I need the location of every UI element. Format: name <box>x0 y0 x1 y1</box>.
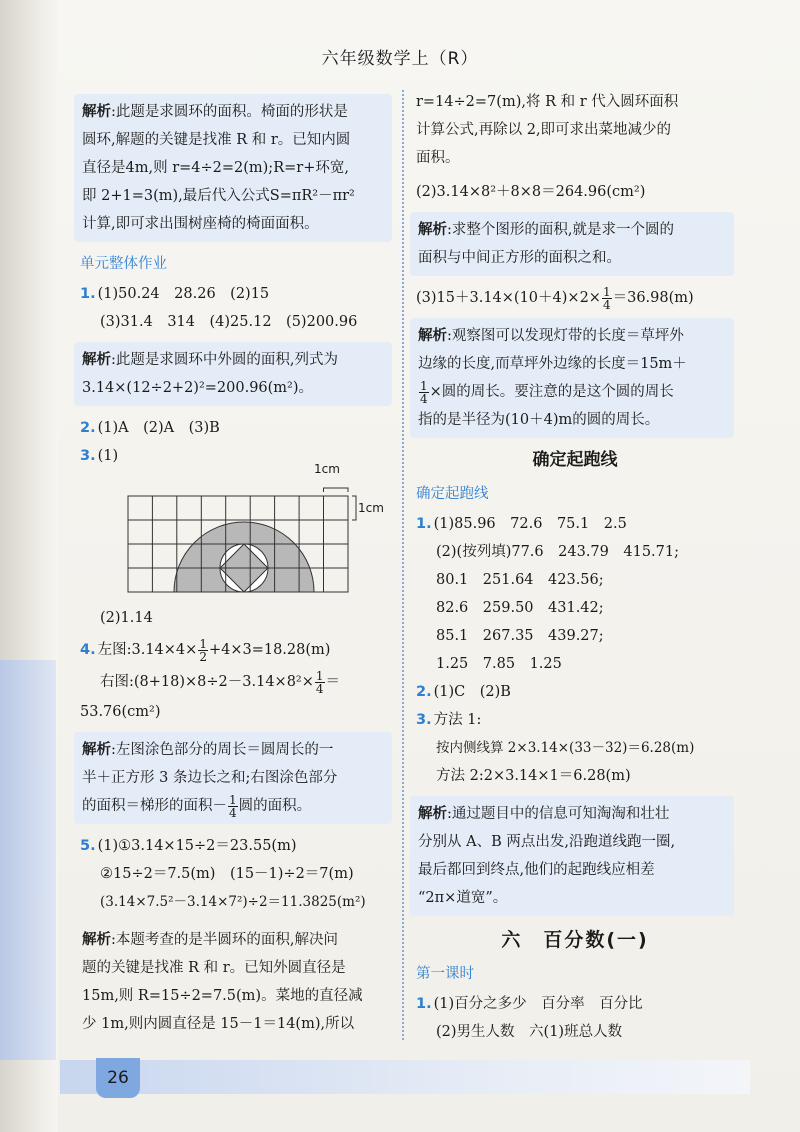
analysis-text: 直径是4m,则 r=4÷2=2(m);R=r+环宽, <box>82 160 349 176</box>
question-number: 1. <box>416 996 432 1012</box>
analysis-box-1 <box>74 94 392 242</box>
analysis-text: 即 2+1=3(m),最后代入公式S=πR²－πr² <box>82 188 355 204</box>
numerator: 1 <box>602 284 611 299</box>
answer-line: 方法 2:2×3.14×1＝6.28(m) <box>436 768 631 784</box>
analysis-text: 边缘的长度,而草坪外边缘的长度＝15m＋ <box>418 356 687 372</box>
analysis-text: :通过题目中的信息可知淘淘和壮壮 <box>447 806 670 822</box>
denominator: 4 <box>602 297 611 312</box>
question-number: 2. <box>80 420 96 436</box>
answer-line: 82.6 259.50 431.42; <box>436 600 604 616</box>
analysis-box-7 <box>410 796 734 916</box>
answer-line <box>416 284 734 312</box>
chapter-heading: 六 百分数(一) <box>501 929 649 951</box>
analysis-text: 计算,即可求出围树座椅的椅面面积。 <box>82 216 319 232</box>
answer-line: (3.14×7.5²－3.14×7²)÷2＝11.3825(m²) <box>100 894 366 910</box>
top-bracket <box>324 488 349 492</box>
fraction <box>419 380 429 405</box>
answer-line: 85.1 267.35 439.27; <box>436 628 604 644</box>
answer-line: (1)百分之多少 百分率 百分比 <box>433 996 643 1012</box>
grid-unit-label-side: 1cm <box>358 501 384 515</box>
analysis-text: 15m,则 R=15÷2=7.5(m)。菜地的直径减 <box>82 988 363 1004</box>
question-number: 2. <box>416 684 432 700</box>
page-header: 六年级数学上（R） <box>321 49 479 69</box>
answer-text: ＝36.98(m) <box>612 290 694 306</box>
numerator: 1 <box>229 792 237 807</box>
answer-line: ②15÷2＝7.5(m) (15－1)÷2＝7(m) <box>100 866 354 882</box>
chapter-heading: 确定起跑线 <box>532 450 618 470</box>
page-number: 26 <box>96 1058 140 1098</box>
analysis-label: 解析 <box>82 352 111 368</box>
denominator: 2 <box>199 649 207 664</box>
continued-text <box>416 88 734 172</box>
question-number: 3. <box>416 712 432 728</box>
answer-line: (1)C (2)B <box>433 684 511 700</box>
left-column <box>80 88 392 1050</box>
numerator: 1 <box>420 378 428 393</box>
analysis-label: 解析 <box>418 806 447 822</box>
side-tab-strip <box>0 660 56 1060</box>
question-number: 3. <box>80 448 96 464</box>
footer-bar <box>60 1060 750 1094</box>
question-2 <box>80 414 392 442</box>
analysis-label: 解析 <box>82 932 111 948</box>
analysis-text: “2π×道宽”。 <box>418 890 508 906</box>
analysis-label: 解析 <box>418 222 447 238</box>
answer-text: (3)15＋3.14×(10＋4)×2× <box>416 290 601 306</box>
analysis-label: 解析 <box>82 104 111 120</box>
answer-line: (2)男生人数 六(1)班总人数 <box>436 1024 623 1040</box>
numerator: 1 <box>199 636 207 651</box>
answer-line: (2)1.14 <box>100 610 153 626</box>
answer-text: 左图:3.14×4× <box>97 642 198 658</box>
grid-unit-label-top: 1cm <box>314 462 340 476</box>
question-number: 1. <box>80 286 96 302</box>
answer-line: (1)50.24 28.26 (2)15 <box>97 286 270 302</box>
fraction <box>315 670 325 695</box>
analysis-text: 的面积＝梯形的面积－ <box>82 798 227 814</box>
answer-line: 80.1 251.64 423.56; <box>436 572 604 588</box>
answer-line: (1)①3.14×15÷2＝23.55(m) <box>97 838 297 854</box>
analysis-text: 圆的面积。 <box>238 798 312 814</box>
answer-line: (2)(按列填)77.6 243.79 415.71; <box>436 544 679 560</box>
answer-line: (1)A (2)A (3)B <box>97 420 220 436</box>
analysis-box-3 <box>74 732 392 824</box>
analysis-text: :此题是求圆环中外圆的面积,列式为 <box>111 352 338 368</box>
question-1 <box>80 280 392 336</box>
analysis-text: r=14÷2=7(m),将 R 和 r 代入圆环面积 <box>416 94 679 110</box>
fraction <box>198 638 208 663</box>
section-title: 第一课时 <box>416 966 474 982</box>
answer-line: (3)31.4 314 (4)25.12 (5)200.96 <box>100 314 358 330</box>
analysis-text: 面积与中间正方形的面积之和。 <box>418 250 621 266</box>
analysis-text: 题的关键是找准 R 和 r。已知外圆直径是 <box>82 960 346 976</box>
question-3 <box>80 442 392 632</box>
answer-text: +4×3=18.28(m) <box>208 642 331 658</box>
analysis-text: 圆环,解题的关键是找准 R 和 r。已知内圆 <box>82 132 351 148</box>
analysis-text: 分别从 A、B 两点出发,沿跑道线跑一圈, <box>418 834 676 850</box>
analysis-text: :此题是求圆环的面积。椅面的形状是 <box>111 104 348 120</box>
answer-line: (2)3.14×8²＋8×8＝264.96(cm²) <box>416 184 646 200</box>
question-5 <box>80 832 392 916</box>
answer-line: 方法 1: <box>433 712 482 728</box>
question-3-right <box>416 706 734 790</box>
analysis-text: 面积。 <box>416 150 460 166</box>
fraction <box>602 286 612 311</box>
answer-line: (1) <box>97 448 119 464</box>
analysis-text: 指的是半径为(10＋4)m的圆的周长。 <box>418 412 660 428</box>
right-column <box>416 88 734 1046</box>
answer-line: 按内侧线算 2×3.14×(33－32)＝6.28(m) <box>436 740 695 756</box>
question-number: 1. <box>416 516 432 532</box>
denominator: 4 <box>229 805 237 820</box>
analysis-text: 3.14×(12÷2+2)²=200.96(m²)。 <box>82 380 314 396</box>
numerator: 1 <box>315 668 324 683</box>
analysis-text: :左图涂色部分的周长＝圆周长的一 <box>111 742 334 758</box>
analysis-text: ×圆的周长。要注意的是这个圆的周长 <box>429 384 674 400</box>
question-number: 5. <box>80 838 96 854</box>
question-2-right <box>416 678 734 706</box>
question-1-lesson <box>416 990 734 1046</box>
analysis-text: :求整个图形的面积,就是求一个圆的 <box>447 222 674 238</box>
analysis-box-5 <box>410 212 734 276</box>
analysis-label: 解析 <box>82 742 111 758</box>
analysis-text: 最后都回到终点,他们的起跑线应相差 <box>418 862 655 878</box>
section-title: 单元整体作业 <box>80 256 167 272</box>
answer-line: (1)85.96 72.6 75.1 2.5 <box>433 516 627 532</box>
answer-text: 右图:(8+18)×8÷2－3.14×8²× <box>100 674 314 690</box>
section-title: 确定起跑线 <box>416 486 489 502</box>
analysis-text: :本题考查的是半圆环的面积,解决问 <box>111 932 338 948</box>
denominator: 4 <box>315 681 324 696</box>
answer-text: 53.76(cm²) <box>80 704 161 720</box>
column-divider <box>402 90 404 1040</box>
analysis-box-4 <box>74 922 392 1042</box>
analysis-text: 计算公式,再除以 2,即可求出菜地减少的 <box>416 122 672 138</box>
question-4 <box>80 636 392 726</box>
analysis-text: :观察图可以发现灯带的长度＝草坪外 <box>447 328 684 344</box>
semicircle-grid-diagram <box>118 474 368 604</box>
answer-text: ＝ <box>325 674 341 690</box>
analysis-box-6 <box>410 318 734 438</box>
answer-line: 1.25 7.85 1.25 <box>436 656 562 672</box>
analysis-text: 少 1m,则内圆直径是 15－1＝14(m),所以 <box>82 1016 355 1032</box>
grid-figure <box>118 462 384 604</box>
denominator: 4 <box>420 391 428 406</box>
question-number: 4. <box>80 642 96 658</box>
question-1-right <box>416 510 734 678</box>
fraction <box>228 794 238 819</box>
analysis-label: 解析 <box>418 328 447 344</box>
analysis-box-2 <box>74 342 392 406</box>
analysis-text: 半＋正方形 3 条边长之和;右图涂色部分 <box>82 770 338 786</box>
side-bracket <box>352 496 356 520</box>
